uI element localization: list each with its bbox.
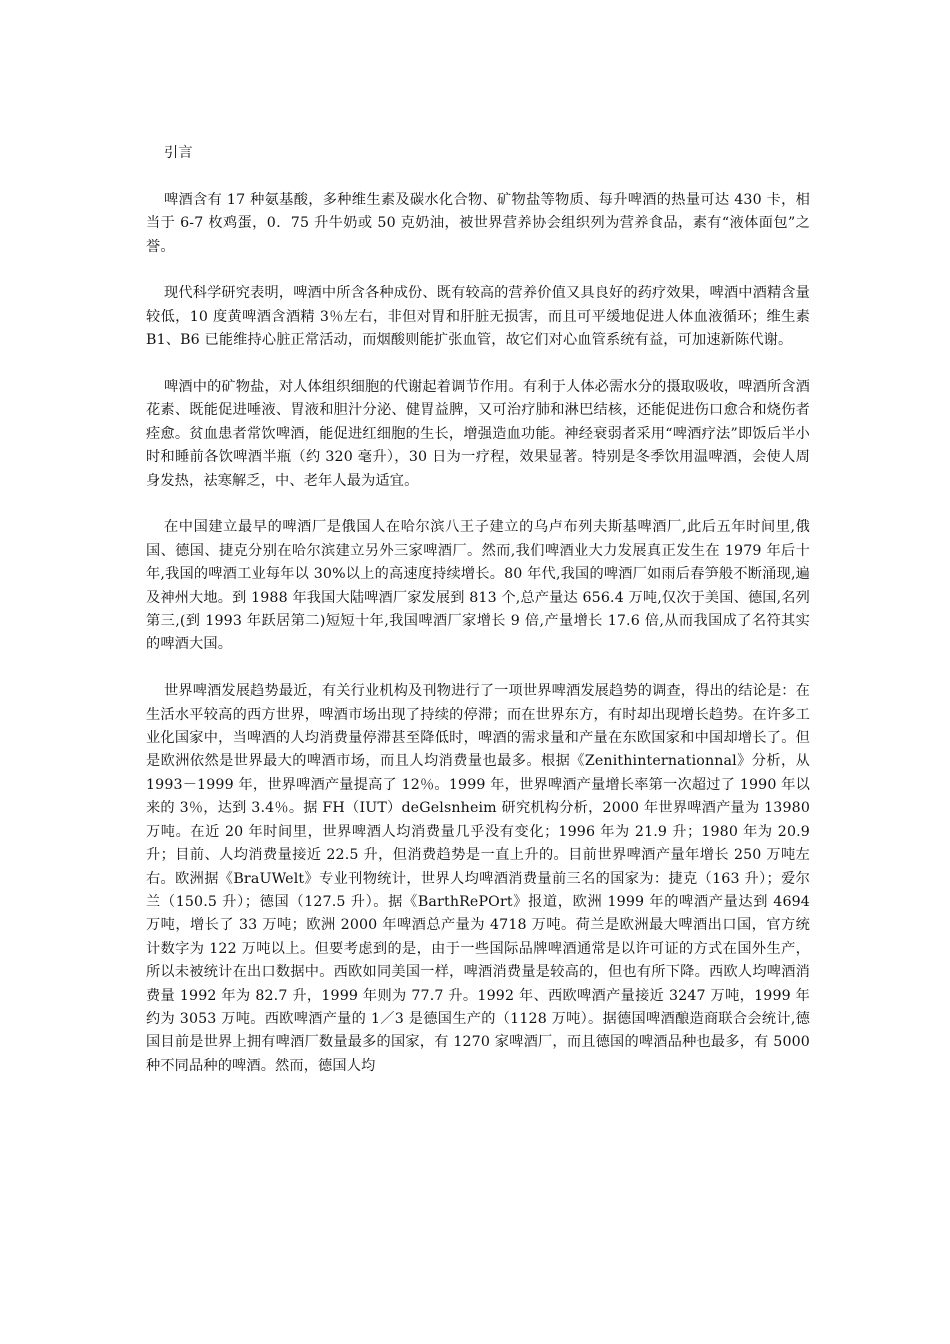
section-heading: 引言 [164, 145, 193, 161]
document-body [146, 142, 810, 1078]
paragraph-china-history: 在中国建立最早的啤酒厂是俄国人在哈尔滨八王子建立的乌卢布列夫斯基啤酒厂,此后五年时间里,俄国、德国、捷克分别在哈尔滨建立另外三家啤酒厂。然而,我们啤酒业大力发展真正发生在 1979 年后十年,我国的啤酒工业每年以 30%以上的高速度持续增长。80 年代,我国的啤酒厂如雨后春笋般不断涌现,遍及神州大地。到 1988 年我国大陆啤酒厂家发展到 813 个,总产量达 656.4 万吨,仅次于美国、德国,名列第三,(到 1993 年跃居第二)短短十年,我国啤酒厂家增长 9 倍,产量增长 17.6 倍,从而我国成了名符其实的啤酒大国。 [146, 519, 810, 653]
paragraph-nutrition: 啤酒含有 17 种氨基酸，多种维生素及碳水化合物、矿物盐等物质、每升啤酒的热量可达 430 卡，相当于 6-7 枚鸡蛋，0．75 升牛奶或 50 克奶油，被世界营养协会组织列为营养食品，素有“液体面包”之誉。 [146, 191, 810, 255]
paragraph-medical-effects: 现代科学研究表明，啤酒中所含各种成份、既有较高的营养价值又具良好的药疗效果，啤酒中酒精含量较低，10 度黄啤酒含酒精 3％左右，非但对胃和肝脏无损害，而且可平缓地促进人体血液循环；维生素 B1、B6 已能维持心脏正常活动，而烟酸则能扩张血管，故它们对心血管系统有益，可加速新陈代谢。 [146, 285, 810, 349]
paragraph-world-trends: 世界啤酒发展趋势最近，有关行业机构及刊物进行了一项世界啤酒发展趋势的调查，得出的结论是：在生活水平较高的西方世界，啤酒市场出现了持续的停滞；而在世界东方，有时却出现增长趋势。在许多工业化国家中，当啤酒的人均消费量停滞甚至降低时，啤酒的需求量和产量在东欧国家和中国却增长了。但是欧洲依然是世界最大的啤酒市场，而且人均消费量也最多。根据《Zenithinternationnal》分析，从 1993－1999 年，世界啤酒产量提高了 12％。1999 年，世界啤酒产量增长率第一次超过了 1990 年以来的 3％，达到 3.4％。据 FH（IUT）deGelsnheim 研究机构分析，2000 年世界啤酒产量为 13980 万吨。在近 20 年时间里，世界啤酒人均消费量几乎没有变化；1996 年为 21.9 升；1980 年为 20.9 升；目前、人均消费量接近 22.5 升，但消费趋势是一直上升的。目前世界啤酒产量年增长 250 万吨左右。欧洲据《BraUWelt》专业刊物统计，世界人均啤酒消费量前三名的国家为：捷克（163 升）；爱尔兰（150.5 升）；德国（127.5 升）。据《BarthRePOrt》报道，欧洲 1999 年的啤酒产量达到 4694 万吨，增长了 33 万吨；欧洲 2000 年啤酒总产量为 4718 万吨。荷兰是欧洲最大啤酒出口国，官方统计数字为 122 万吨以上。但要考虑到的是，由于一些国际品牌啤酒通常是以许可证的方式在国外生产，所以未被统计在出口数据中。西欧如同美国一样，啤酒消费量是较高的，但也有所下降。西欧人均啤酒消费量 1992 年为 82.7 升，1999 年则为 77.7 升。1992 年、西欧啤酒产量接近 3247 万吨，1999 年约为 3053 万吨。西欧啤酒产量的 1／3 是德国生产的（1128 万吨）。据德国啤酒酿造商联合会统计,德国目前是世界上拥有啤酒厂数量最多的国家，有 1270 家啤酒厂，而且德国的啤酒品种也最多，有 5000 种不同品种的啤酒。然而，德国人均 [146, 683, 810, 1074]
paragraph-minerals: 啤酒中的矿物盐，对人体组织细胞的代谢起着调节作用。有利于人体必需水分的摄取吸收，啤酒所含酒花素、既能促进唾液、胃液和胆汁分泌、健胃益脾，又可治疗肺和淋巴结核，还能促进伤口愈合和烧伤者痊愈。贫血患者常饮啤酒，能促进红细胞的生长，增强造血功能。神经衰弱者采用“啤酒疗法”即饭后半小时和睡前各饮啤酒半瓶（约 320 毫升），30 日为一疗程，效果显著。特别是冬季饮用温啤酒，会使人周身发热，祛寒解乏，中、老年人最为适宜。 [146, 379, 810, 489]
